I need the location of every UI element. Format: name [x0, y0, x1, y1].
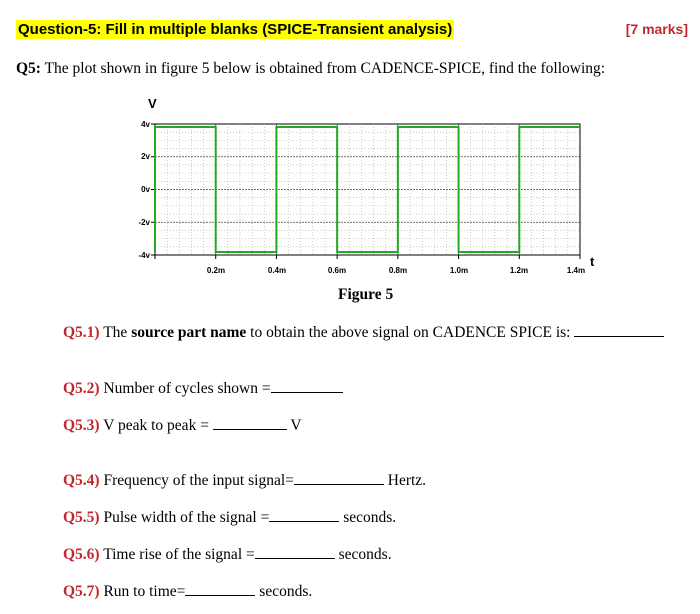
- question-number: Q5.3): [63, 417, 100, 434]
- question-5-2: [63, 378, 343, 399]
- question-5-7: [63, 581, 312, 602]
- question-text-pre: Time rise of the signal =: [103, 546, 255, 563]
- question-number: Q5.4): [63, 472, 100, 489]
- answer-blank-5-6[interactable]: [255, 544, 335, 559]
- transient-plot: [0, 0, 700, 290]
- question-number: Q5.7): [63, 583, 100, 600]
- answer-blank-5-4[interactable]: [294, 470, 384, 485]
- question-5-1: [63, 322, 664, 343]
- intro-body: The plot shown in figure 5 below is obtained from CADENCE-SPICE, find the following:: [44, 60, 606, 77]
- x-tick-0: 0.2m: [206, 266, 226, 275]
- x-tick-4: 1.0m: [449, 266, 469, 275]
- question-unit: seconds.: [338, 546, 392, 563]
- question-text-pre: The: [103, 324, 132, 341]
- question-text-bold: source part name: [131, 324, 247, 341]
- question-text-pre: Frequency of the input signal=: [103, 472, 294, 489]
- question-5-4: [63, 470, 426, 491]
- y-tick-2: 0v: [141, 185, 150, 194]
- y-axis-label: V: [148, 96, 157, 111]
- answer-blank-5-5[interactable]: [269, 507, 339, 522]
- answer-blank-5-7[interactable]: [185, 581, 255, 596]
- answer-blank-5-3[interactable]: [213, 415, 287, 430]
- question-text-post: to obtain the above signal on CADENCE SPICE is:: [246, 324, 571, 341]
- question-number: Q5.2): [63, 380, 100, 397]
- question-number: Q5.5): [63, 509, 100, 526]
- question-text-pre: Run to time=: [103, 583, 186, 600]
- answer-blank-5-2[interactable]: [271, 378, 343, 393]
- question-unit: Hertz.: [387, 472, 427, 489]
- x-tick-3: 0.8m: [388, 266, 408, 275]
- question-text-pre: Pulse width of the signal =: [103, 509, 270, 526]
- y-tick-4: -4v: [138, 251, 150, 260]
- y-tick-0: 4v: [141, 120, 150, 129]
- question-5-3: [63, 415, 302, 436]
- question-number: Q5.1): [63, 324, 100, 341]
- x-axis-label: t: [590, 254, 595, 269]
- answer-blank-5-1[interactable]: [574, 322, 664, 337]
- question-unit: seconds.: [343, 509, 397, 526]
- question-text-pre: Number of cycles shown =: [103, 380, 271, 397]
- question-5-6: [63, 544, 392, 565]
- intro-label: Q5:: [16, 60, 41, 77]
- question-unit: V: [290, 417, 302, 434]
- y-tick-3: -2v: [138, 218, 150, 227]
- question-title: Question-5: Fill in multiple blanks (SPICE-Transient analysis): [18, 21, 453, 38]
- question-text-pre: V peak to peak =: [103, 417, 209, 434]
- x-tick-2: 0.6m: [327, 266, 347, 275]
- x-tick-6: 1.4m: [566, 266, 586, 275]
- y-tick-1: 2v: [141, 152, 150, 161]
- x-tick-5: 1.2m: [509, 266, 529, 275]
- figure-caption: Figure 5: [338, 286, 394, 303]
- x-tick-1: 0.4m: [267, 266, 287, 275]
- question-unit: seconds.: [259, 583, 313, 600]
- question-5-5: [63, 507, 396, 528]
- marks-label: [7 marks]: [625, 21, 688, 37]
- question-number: Q5.6): [63, 546, 100, 563]
